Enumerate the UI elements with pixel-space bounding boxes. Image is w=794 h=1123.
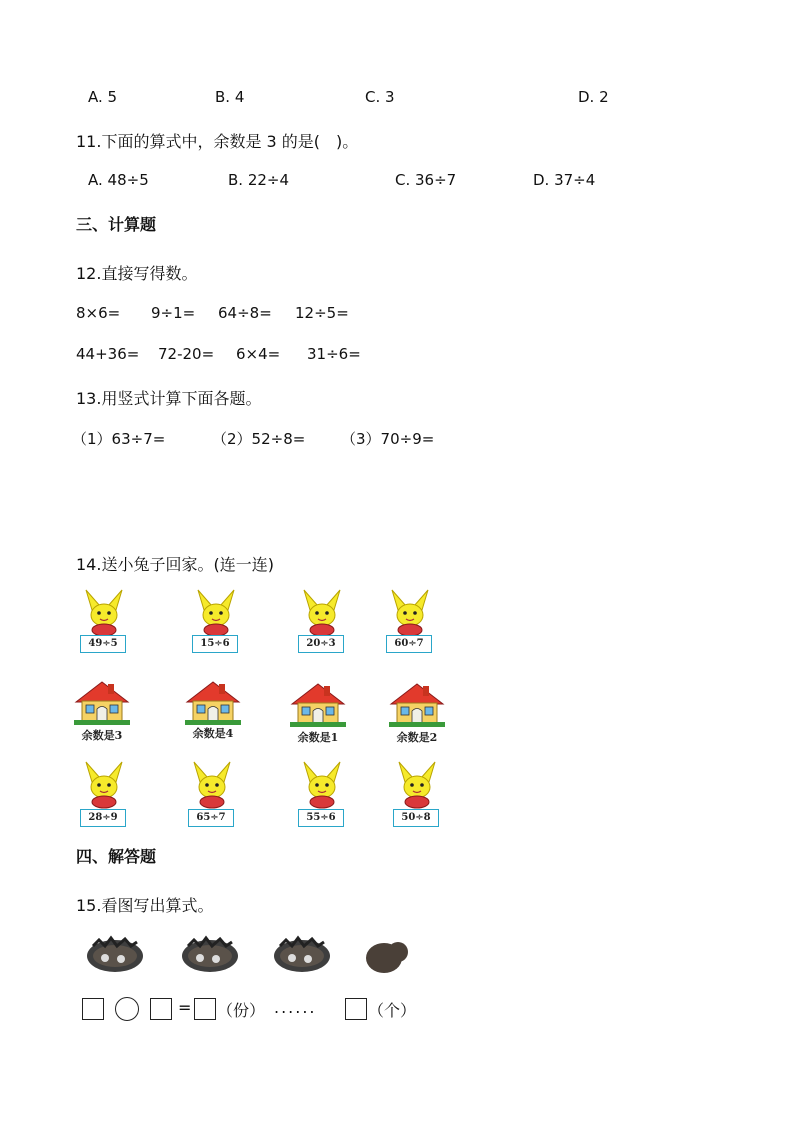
remainder-dots: ...... <box>274 998 317 1017</box>
rabbit-icon <box>300 588 346 638</box>
nest-icon <box>272 932 336 976</box>
q12-item: 12÷5= <box>295 304 349 322</box>
leftover-pile-icon <box>362 936 414 976</box>
q13-item: （1）63÷7= <box>72 430 166 448</box>
q13-item: （2）52÷8= <box>212 430 306 448</box>
house-label[interactable]: 余数是4 <box>192 727 234 740</box>
rabbit-label[interactable]: 55÷6 <box>298 809 344 827</box>
house-label[interactable]: 余数是2 <box>396 731 438 744</box>
house-icon <box>74 678 130 726</box>
q11-option-b: B. 22÷4 <box>228 171 290 189</box>
q12-item: 64÷8= <box>218 304 272 322</box>
q13-item: （3）70÷9= <box>341 430 435 448</box>
house-label[interactable]: 余数是1 <box>297 731 339 744</box>
q12-item: 8×6= <box>76 304 121 322</box>
equals-sign: = <box>178 998 192 1017</box>
rabbit-label[interactable]: 20÷3 <box>298 635 344 653</box>
rabbit-label[interactable]: 60÷7 <box>386 635 432 653</box>
rabbit-label[interactable]: 15÷6 <box>192 635 238 653</box>
q15-stem: 15.看图写出算式。 <box>76 896 214 915</box>
house-label[interactable]: 余数是3 <box>81 729 123 742</box>
unit-parts: （份） <box>217 1001 266 1020</box>
rabbit-icon <box>395 760 441 810</box>
rabbit-label[interactable]: 65÷7 <box>188 809 234 827</box>
q11-option-a: A. 48÷5 <box>88 171 149 189</box>
rabbit-label[interactable]: 28÷9 <box>80 809 126 827</box>
q12-item: 6×4= <box>236 345 281 363</box>
section-title-answers: 四、解答题 <box>76 847 157 866</box>
q10-option-d: D. 2 <box>578 88 609 106</box>
q14-stem: 14.送小兔子回家。(连一连) <box>76 555 274 574</box>
q11-option-d: D. 37÷4 <box>533 171 596 189</box>
rabbit-label[interactable]: 49÷5 <box>80 635 126 653</box>
q12-stem: 12.直接写得数。 <box>76 264 198 283</box>
q10-option-b: B. 4 <box>215 88 245 106</box>
operator-circle[interactable] <box>115 997 139 1021</box>
section-title-calculation: 三、计算题 <box>76 215 157 234</box>
house-icon <box>290 680 346 728</box>
q12-item: 31÷6= <box>307 345 361 363</box>
rabbit-icon <box>194 588 240 638</box>
rabbit-icon <box>82 760 128 810</box>
answer-box[interactable] <box>194 998 216 1020</box>
answer-box[interactable] <box>150 998 172 1020</box>
nest-icon <box>180 932 244 976</box>
q12-item: 9÷1= <box>151 304 196 322</box>
q10-option-c: C. 3 <box>365 88 395 106</box>
answer-box[interactable] <box>345 998 367 1020</box>
rabbit-icon <box>190 760 236 810</box>
rabbit-icon <box>82 588 128 638</box>
q10-option-a: A. 5 <box>88 88 118 106</box>
q11-option-c: C. 36÷7 <box>395 171 457 189</box>
q13-stem: 13.用竖式计算下面各题。 <box>76 389 262 408</box>
house-icon <box>389 680 445 728</box>
q11-stem: 11.下面的算式中，余数是 3 的是( )。 <box>76 132 359 151</box>
rabbit-label[interactable]: 50÷8 <box>393 809 439 827</box>
house-icon <box>185 678 241 726</box>
unit-items: （个） <box>368 1001 417 1020</box>
rabbit-icon <box>300 760 346 810</box>
rabbit-icon <box>388 588 434 638</box>
answer-box[interactable] <box>82 998 104 1020</box>
q12-item: 44+36= <box>76 345 140 363</box>
nest-icon <box>85 932 149 976</box>
q12-item: 72-20= <box>158 345 215 363</box>
